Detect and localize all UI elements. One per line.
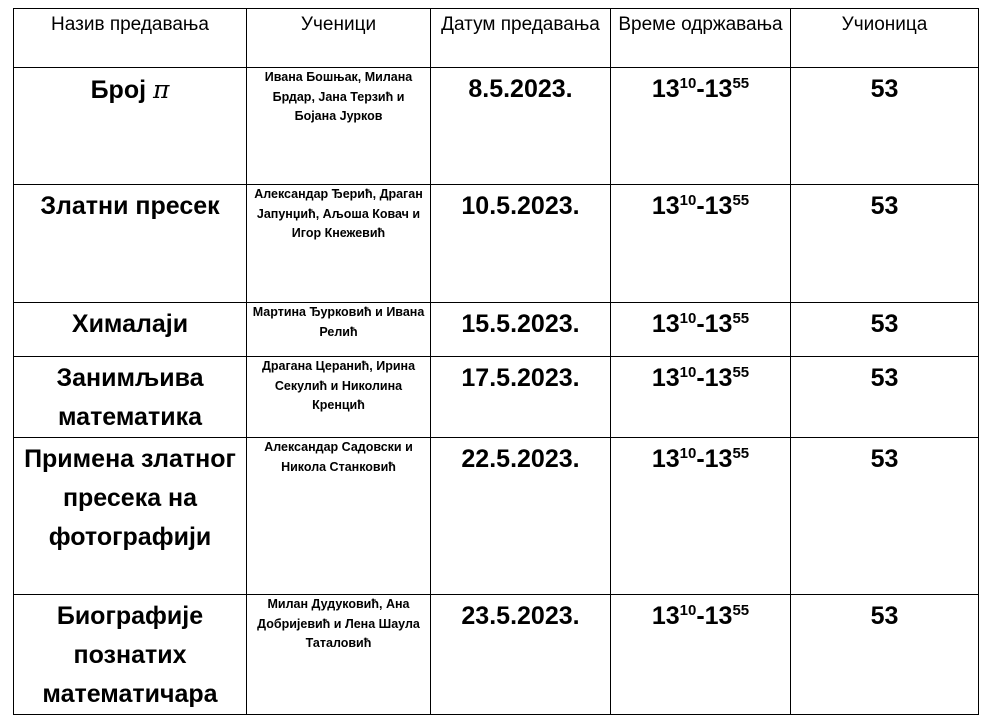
lecture-title-cell: Занимљива математика <box>14 357 247 438</box>
date-cell: 8.5.2023. <box>431 68 611 185</box>
table-row <box>14 595 979 715</box>
lectures-table <box>13 8 979 715</box>
time-cell: $13^{10}-13^{55}$ <box>611 185 791 303</box>
lecture-title: Број <box>90 76 153 104</box>
time-cell: $13^{10}-13^{55}$ <box>611 438 791 595</box>
students-cell: Драгана Церанић, Ирина Секулић и Николина Кренцић <box>247 357 431 438</box>
room-cell: 53 <box>791 68 979 185</box>
students-cell: Милан Дудуковић, Ана Добријевић и Лена Шаула Таталовић <box>247 595 431 715</box>
table-row <box>14 68 979 185</box>
lecture-title-cell: Хималаји <box>14 303 247 357</box>
students-cell: Мартина Ђурковић и Ивана Релић <box>247 303 431 357</box>
time-cell: $13^{10}-13^{55}$ <box>611 357 791 438</box>
students-cell: Ивана Бошњак, Милана Брдар, Јана Терзић и Бојана Јурков <box>247 68 431 185</box>
date-cell: 17.5.2023. <box>431 357 611 438</box>
date-cell: 15.5.2023. <box>431 303 611 357</box>
time-cell: $13^{10}-13^{55}$ <box>611 68 791 185</box>
table-row <box>14 438 979 595</box>
room-cell: 53 <box>791 303 979 357</box>
header-row <box>14 9 979 68</box>
header-title: Назив предавања <box>14 9 247 68</box>
students-cell: Александар Ђерић, Драган Јапунџић, Аљоша Ковач и Игор Кнежевић <box>247 185 431 303</box>
header-date: Датум предавања <box>431 9 611 68</box>
table-row <box>14 185 979 303</box>
pi-symbol: π <box>152 75 170 104</box>
room-cell: 53 <box>791 357 979 438</box>
date-cell: 23.5.2023. <box>431 595 611 715</box>
header-time: Време одржавања <box>611 9 791 68</box>
room-cell: 53 <box>791 438 979 595</box>
lecture-title-cell: Биографије познатих математичара <box>14 595 247 715</box>
time-cell: $13^{10}-13^{55}$ <box>611 595 791 715</box>
lecture-title-cell <box>14 68 247 185</box>
header-students: Ученици <box>247 9 431 68</box>
room-cell: 53 <box>791 595 979 715</box>
table-row <box>14 303 979 357</box>
time-cell: $13^{10}-13^{55}$ <box>611 303 791 357</box>
date-cell: 22.5.2023. <box>431 438 611 595</box>
room-cell: 53 <box>791 185 979 303</box>
table-row <box>14 357 979 438</box>
lecture-title-cell: Златни пресек <box>14 185 247 303</box>
date-cell: 10.5.2023. <box>431 185 611 303</box>
header-room: Учионица <box>791 9 979 68</box>
lecture-title-cell: Примена златног пресека на фотографији <box>14 438 247 595</box>
students-cell: Александар Садовски и Никола Станковић <box>247 438 431 595</box>
